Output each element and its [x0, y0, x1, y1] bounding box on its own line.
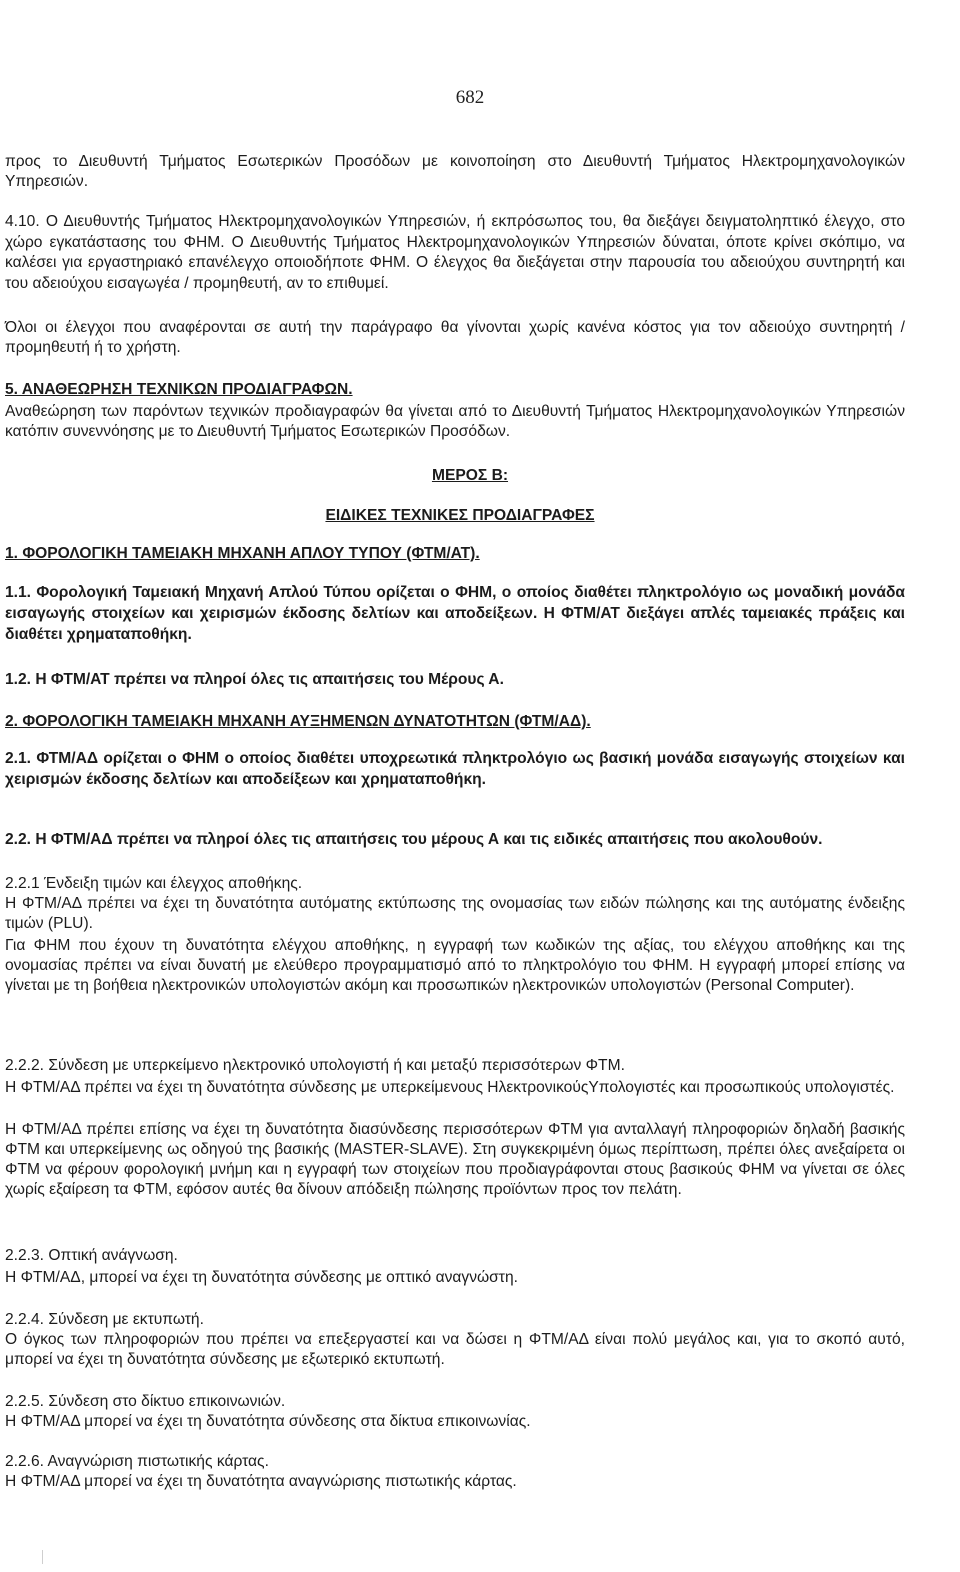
- paragraph-2-2-1-b: Για ΦΗΜ που έχουν τη δυνατότητα ελέγχου αποθήκης, η εγγραφή των κωδικών της αξίας, του ελέγχου αποθήκης και της ονομασίας πρέπει να είναι δυνατή με ελεύθερο προγραμματισμό από το πληκτρολόγιο του ΦΗΜ. Η εγγραφή μπορεί επίσης να γίνεται με τη βοήθεια ηλεκτρονικών υπολογιστών ακόμη και προσωπικών ηλεκτρονικών υπολογιστών (Personal Computer).: [5, 937, 905, 994]
- paragraph-2-2-2-a: Η ΦΤΜ/ΑΔ πρέπει να έχει τη δυνατότητα σύνδεσης με υπερκείμενους ΗλεκτρονικούςΥπολογιστές και προσωπικούς υπολογιστές.: [5, 1079, 895, 1096]
- paragraph-2-1: 2.1. ΦΤΜ/ΑΔ ορίζεται ο ΦΗΜ ο οποίος διαθέτει υποχρεωτικά πληκτρολόγιο ως βασική μονάδα εισαγωγής στοιχείων και χειρισμών έκδοσης δελτίων και αποδείξεων και χρηματαποθήκη.: [5, 750, 905, 788]
- heading-part-b: ΜΕΡΟΣ Β:: [431, 467, 509, 484]
- paragraph-2-2-6: Η ΦΤΜ/ΑΔ μπορεί να έχει τη δυνατότητα αναγνώρισης πιστωτικής κάρτας.: [5, 1473, 517, 1490]
- scan-margin-mark: [42, 1550, 43, 1564]
- subheading-2-2-1: 2.2.1 Ένδειξη τιμών και έλεγχος αποθήκης.: [5, 875, 303, 892]
- paragraph-2-2-3: Η ΦΤΜ/ΑΔ, μπορεί να έχει τη δυνατότητα σύνδεσης με οπτικό αναγνώστη.: [5, 1269, 518, 1286]
- paragraph-2-2-1-a: Η ΦΤΜ/ΑΔ πρέπει να έχει τη δυνατότητα αυτόματης εκτύπωσης της ονομασίας των ειδών πώλησης και της αυτόματης ένδειξης τιμών (PLU).: [5, 895, 905, 932]
- paragraph-1-1: 1.1. Φορολογική Ταμειακή Μηχανή Απλού Τύπου ορίζεται ο ΦΗΜ, ο οποίος διαθέτει πληκτρολόγιο ως μοναδική μονάδα εισαγωγής στοιχείων και χειρισμών έκδοσης δελτίων και αποδείξεων. Η ΦΤΜ/ΑΤ διεξάγει απλές ταμειακές πράξεις και διαθέτει χρηματαποθήκη.: [5, 584, 905, 643]
- heading-section-2: 2. ΦΟΡΟΛΟΓΙΚΗ ΤΑΜΕΙΑΚΗ ΜΗΧΑΝΗ ΑΥΞΗΜΕΝΩΝ ΔΥΝΑΤΟΤΗΤΩΝ (ΦΤΜ/ΑΔ).: [5, 713, 591, 730]
- heading-section-1: 1. ΦΟΡΟΛΟΓΙΚΗ ΤΑΜΕΙΑΚΗ ΜΗΧΑΝΗ ΑΠΛΟΥ ΤΥΠΟΥ (ΦΤΜ/ΑΤ).: [5, 545, 480, 562]
- paragraph-intro: προς το Διευθυντή Τμήματος Εσωτερικών Προσόδων με κοινοποίηση στο Διευθυντή Τμήματος Ηλεκτρομηχανολογικών Υπηρεσιών.: [5, 153, 905, 190]
- paragraph-2-2-2-b: Η ΦΤΜ/ΑΔ πρέπει επίσης να έχει τη δυνατότητα διασύνδεσης περισσότερων ΦΤΜ για ανταλλαγή πληροφοριών δηλαδή βασικής ΦΤΜ και υπερκείμενης ως οδηγού της βασικής (MASTER-SLAVE). Στη συγκεκριμένη όμως περίπτωση, πρέπει όλες ανεξαίρετα οι ΦΤΜ να φέρουν φορολογική μνήμη και η εγγραφή των στοιχείων που προδιαγράφονται στους βασικούς ΦΗΜ να γίνεται σε όλες χωρίς εξαίρεση τα ΦΤΜ, εφόσον αυτές θα δίνουν απόδειξη πώλησης προϊόντων προς τον πελάτη.: [5, 1121, 905, 1198]
- paragraph-2-2-5: Η ΦΤΜ/ΑΔ μπορεί να έχει τη δυνατότητα σύνδεσης στα δίκτυα επικοινωνίας.: [5, 1413, 531, 1430]
- paragraph-1-2: 1.2. Η ΦΤΜ/ΑΤ πρέπει να πληροί όλες τις απαιτήσεις του Μέρους Α.: [5, 671, 504, 688]
- page-number: 682: [455, 87, 485, 108]
- subheading-2-2-2: 2.2.2. Σύνδεση με υπερκείμενο ηλεκτρονικό υπολογιστή ή και μεταξύ περισσότερων ΦΤΜ.: [5, 1057, 625, 1074]
- subheading-2-2-5: 2.2.5. Σύνδεση στο δίκτυο επικοινωνιών.: [5, 1393, 286, 1410]
- heading-special-specs: ΕΙΔΙΚΕΣ ΤΕΧΝΙΚΕΣ ΠΡΟΔΙΑΓΡΑΦΕΣ: [325, 507, 595, 524]
- subheading-2-2-6: 2.2.6. Αναγνώριση πιστωτικής κάρτας.: [5, 1453, 269, 1470]
- subheading-2-2-4: 2.2.4. Σύνδεση με εκτυπωτή.: [5, 1311, 204, 1328]
- heading-section-5: 5. ΑΝΑΘΕΩΡΗΣΗ ΤΕΧΝΙΚΩΝ ΠΡΟΔΙΑΓΡΑΦΩΝ.: [5, 381, 353, 398]
- paragraph-2-2: 2.2. Η ΦΤΜ/ΑΔ πρέπει να πληροί όλες τις απαιτήσεις του μέρους Α και τις ειδικές απαιτήσεις που ακολουθούν.: [5, 831, 823, 848]
- paragraph-section-5: Αναθεώρηση των παρόντων τεχνικών προδιαγραφών θα γίνεται από το Διευθυντή Τμήματος Ηλεκτρομηχανολογικών Υπηρεσιών κατόπιν συνεννόησης με το Διευθυντή Τμήματος Εσωτερικών Προσόδων.: [5, 403, 905, 440]
- paragraph-4-10-costs: Όλοι οι έλεγχοι που αναφέρονται σε αυτή την παράγραφο θα γίνονται χωρίς κανένα κόστος για τον αδειούχο συντηρητή / προμηθευτή ή το χρήστη.: [5, 319, 905, 356]
- subheading-2-2-3: 2.2.3. Οπτική ανάγνωση.: [5, 1247, 178, 1264]
- paragraph-4-10: 4.10. Ο Διευθυντής Τμήματος Ηλεκτρομηχανολογικών Υπηρεσιών, ή εκπρόσωπος του, θα διεξάγει δειγματοληπτικό έλεγχο, στο χώρο εγκατάστασης του ΦΗΜ. Ο Διευθυντής Τμήματος Ηλεκτρομηχανολογικών Υπηρεσιών δύναται, όποτε κρίνει σκόπιμο, να καλέσει για εργαστηριακό επανέλεγχο οποιοδήποτε ΦΗΜ. Ο έλεγχος θα διεξάγεται στην παρουσία του αδειούχου συντηρητή και του αδειούχου εισαγωγέα / προμηθευτή, αν το επιθυμεί.: [5, 213, 905, 292]
- paragraph-2-2-4: Ο όγκος των πληροφοριών που πρέπει να επεξεργαστεί και να δώσει η ΦΤΜ/ΑΔ είναι πολύ μεγάλος και, για το σκοπό αυτό, μπορεί να έχει τη δυνατότητα σύνδεσης με εξωτερικό εκτυπωτή.: [5, 1331, 905, 1368]
